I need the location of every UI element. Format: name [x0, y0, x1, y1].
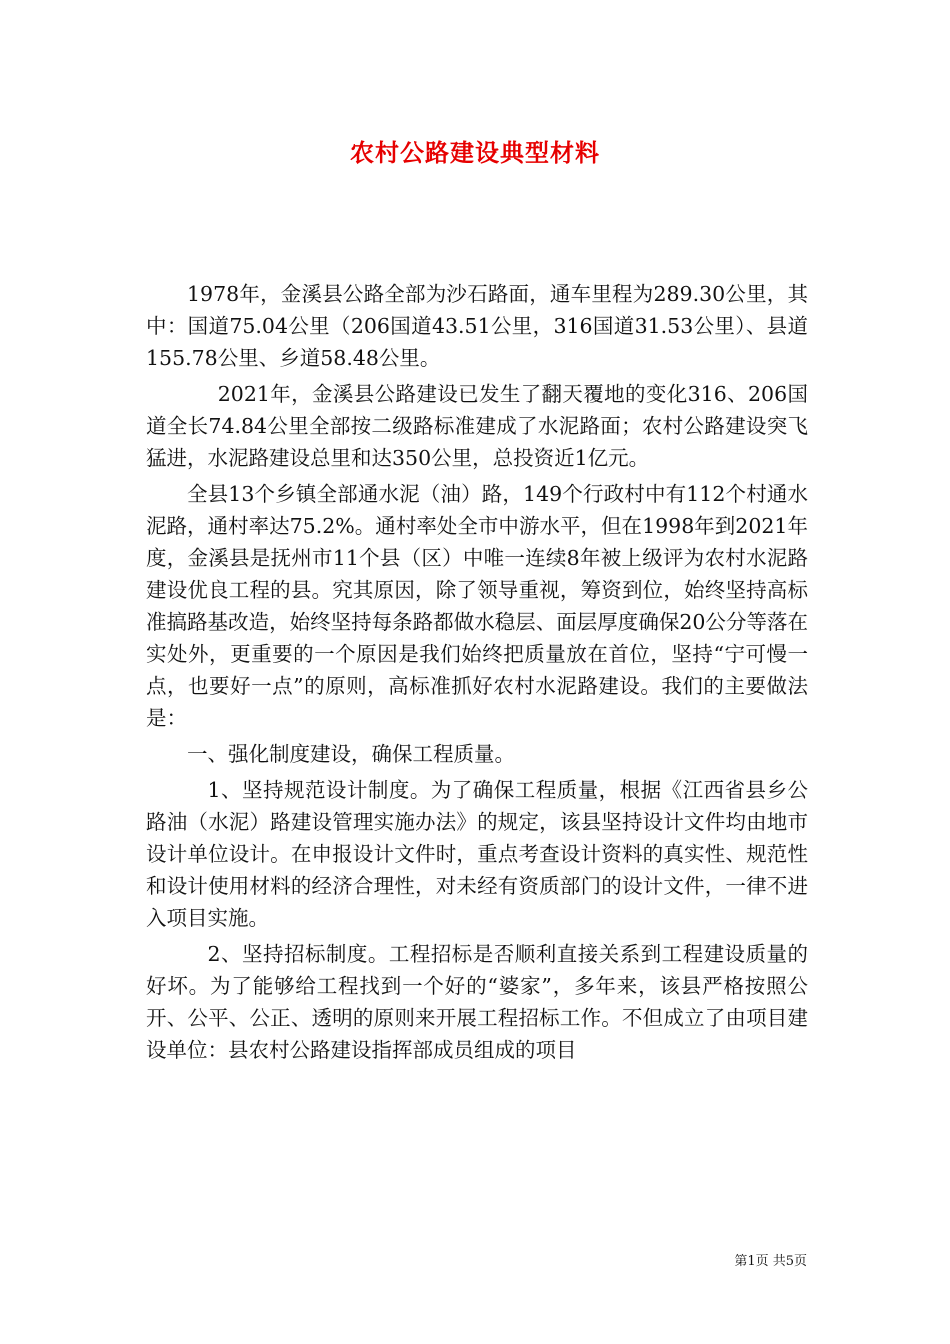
paragraph-2021: 2021年，金溪县公路建设已发生了翻天覆地的变化316、206国道全长74.84公里全部按二级路标准建成了水泥路面；农村公路建设突飞猛进，水泥路建设总里和达350公里，总投资近1亿元。	[146, 382, 808, 470]
paragraph-coverage: 全县13个乡镇全部通水泥（油）路，149个行政村中有112个村通水泥路，通村率达75.2%。通村率处全市中游水平，但在1998年到2021年度，金溪县是抚州市11个县（区）中唯一连续8年被上级评为农村水泥路建设优良工程的县。究其原因，除了领导重视，筹资到位，始终坚持高标准搞路基改造，始终坚持每条路都做水稳层、面层厚度确保20公分等落在实处外，更重要的一个原因是我们始终把质量放在首位，坚持“宁可慢一点，也要好一点”的原则，高标准抓好农村水泥路建设。我们的主要做法是：	[146, 482, 808, 730]
paragraph-bidding-system: 2、坚持招标制度。工程招标是否顺利直接关系到工程建设质量的好坏。为了能够给工程找到一个好的“婆家”，多年来，该县严格按照公开、公平、公正、透明的原则来开展工程招标工作。不但成立了由项目建设单位：县农村公路建设指挥部成员组成的项目	[146, 942, 808, 1062]
section-heading-1: 一、强化制度建设，确保工程质量。	[187, 742, 515, 766]
paragraph-1978: 1978年，金溪县公路全部为沙石路面，通车里程为289.30公里，其中：国道75.04公里（206国道43.51公里，316国道31.53公里）、县道155.78公里、乡道58.48公里。	[146, 282, 808, 370]
paragraph-design-system: 1、坚持规范设计制度。为了确保工程质量，根据《江西省县乡公路油（水泥）路建设管理实施办法》的规定，该县坚持设计文件均由地市设计单位设计。在申报设计文件时，重点考查设计资料的真实性、规范性和设计使用材料的经济合理性，对未经有资质部门的设计文件，一律不进入项目实施。	[146, 778, 808, 930]
document-title: 农村公路建设典型材料	[350, 138, 600, 167]
page-number-footer: 第1页 共5页	[734, 1254, 807, 1269]
document-body	[146, 278, 808, 1066]
